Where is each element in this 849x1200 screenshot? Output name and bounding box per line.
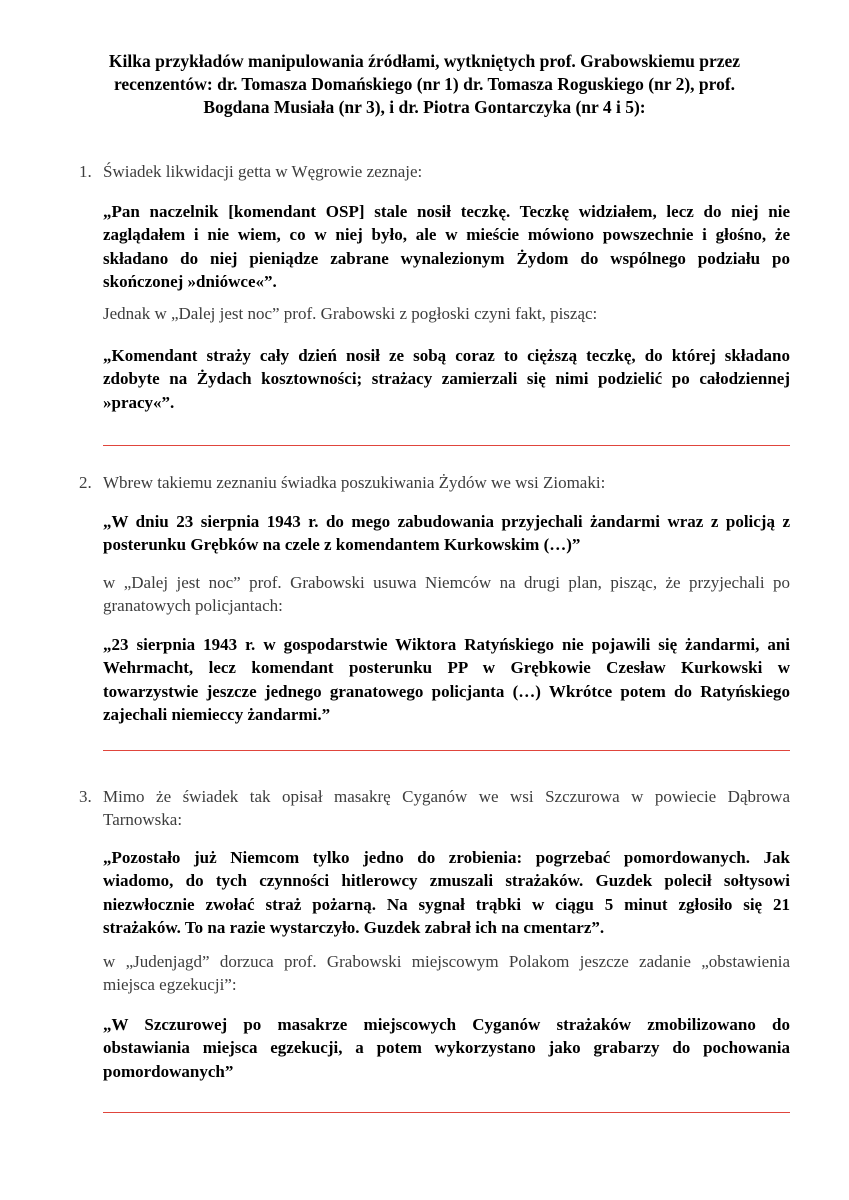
item-number: 2.	[79, 473, 92, 492]
text-line: „Komendant straży cały dzień nosił ze sobą coraz to cięższą teczkę, do której składano	[103, 346, 790, 365]
text-line: w „Judenjagd” dorzuca prof. Grabowski miejscowym Polakom jeszcze zadanie „obstawienia	[103, 952, 790, 971]
text-line: obstawiania miejsca egzekucji, a potem wykorzystano jako grabarzy do pochowania	[103, 1038, 790, 1058]
text-line: Jednak w „Dalej jest noc” prof. Grabowski z pogłoski czyni fakt, pisząc:	[103, 304, 598, 323]
witness-intro	[103, 785, 790, 832]
text-line: składano do niej pieniądze zabrane wynalezionym Żydom do wspólnego podziału po	[103, 248, 790, 268]
title-line: Bogdana Musiała (nr 3), i dr. Piotra Gontarczyka (nr 4 i 5):	[203, 97, 646, 117]
book-quote	[103, 344, 790, 414]
separator-line	[103, 1112, 790, 1113]
commentary	[103, 571, 790, 618]
separator-line	[103, 445, 790, 446]
book-quote	[103, 633, 790, 726]
text-line: granatowych policjantach:	[103, 596, 283, 616]
text-line: zaglądałem i nie wiem, co w niej było, ale w mieście mówiono powszechnie i głośno, że	[103, 225, 790, 245]
witness-intro	[103, 471, 790, 494]
text-line: posterunku Grębków na czele z komendantem Kurkowskim (…)”	[103, 535, 581, 555]
item-number: 1.	[79, 162, 92, 181]
text-line: Świadek likwidacji getta w Węgrowie zeznaje:	[103, 162, 423, 181]
item-number: 3.	[79, 787, 92, 806]
text-line: w „Dalej jest noc” prof. Grabowski usuwa Niemców na drugi plan, pisząc, że przyjechali po	[103, 573, 790, 592]
text-line: »pracy«”.	[103, 392, 175, 412]
source-quote	[103, 510, 790, 557]
source-quote	[103, 200, 790, 293]
text-line: niezwłocznie zwołać straż pożarną. Na sygnał trąbki w ciągu 5 minut zgłosiło się 21	[103, 894, 790, 914]
title-line: recenzentów: dr. Tomasza Domańskiego (nr 1) dr. Tomasza Roguskiego (nr 2), prof.	[113, 74, 736, 94]
commentary	[103, 950, 790, 997]
text-line: „Pozostało już Niemcom tylko jedno do zrobienia: pogrzebać pomordowanych. Jak	[103, 848, 790, 867]
text-line: towarzystwie jeszcze jednego granatowego policjanta (…) Wkrótce potem do Ratyńskiego	[103, 681, 790, 701]
text-line: Wbrew takiemu zeznaniu świadka poszukiwania Żydów we wsi Ziomaki:	[103, 473, 606, 492]
text-line: „W dniu 23 sierpnia 1943 r. do mego zabudowania przyjechali żandarmi wraz z policją z	[103, 512, 790, 531]
text-line: skończonej »dniówce«”.	[103, 271, 277, 291]
title-line: Kilka przykładów manipulowania źródłami, wytkniętych prof. Grabowskiemu przez	[108, 51, 741, 71]
text-line: zajechali niemieccy żandarmi.”	[103, 704, 331, 724]
text-line: strażaków. To na razie wystarczyło. Guzdek zabrał ich na cmentarz”.	[103, 917, 605, 937]
text-line: Wehrmacht, lecz komendant posterunku PP w Grębkowie Czesław Kurkowski w	[103, 658, 790, 678]
text-line: „23 sierpnia 1943 r. w gospodarstwie Wiktora Ratyńskiego nie pojawili się żandarmi, ani	[103, 635, 790, 654]
source-quote	[103, 846, 790, 939]
text-line: Tarnowska:	[103, 810, 183, 830]
text-line: miejsca egzekucji”:	[103, 975, 237, 995]
text-line: pomordowanych”	[103, 1061, 234, 1081]
book-quote	[103, 1013, 790, 1083]
commentary	[103, 302, 790, 325]
text-line: Mimo że świadek tak opisał masakrę Cyganów we wsi Szczurowa w powiecie Dąbrowa	[103, 787, 790, 806]
page-title	[30, 50, 819, 119]
witness-intro	[103, 160, 790, 183]
text-line: „W Szczurowej po masakrze miejscowych Cyganów strażaków zmobilizowano do	[103, 1015, 790, 1034]
separator-line	[103, 750, 790, 751]
text-line: zdobyte na Żydach kosztowności; strażacy zamierzali się nimi podzielić po całodziennej	[103, 369, 790, 389]
text-line: wiadomo, do tych czynności hitlerowcy zmuszali strażaków. Guzdek polecił sołtysowi	[103, 871, 790, 891]
text-line: „Pan naczelnik [komendant OSP] stale nosił teczkę. Teczkę widziałem, lecz do niej nie	[103, 202, 790, 221]
